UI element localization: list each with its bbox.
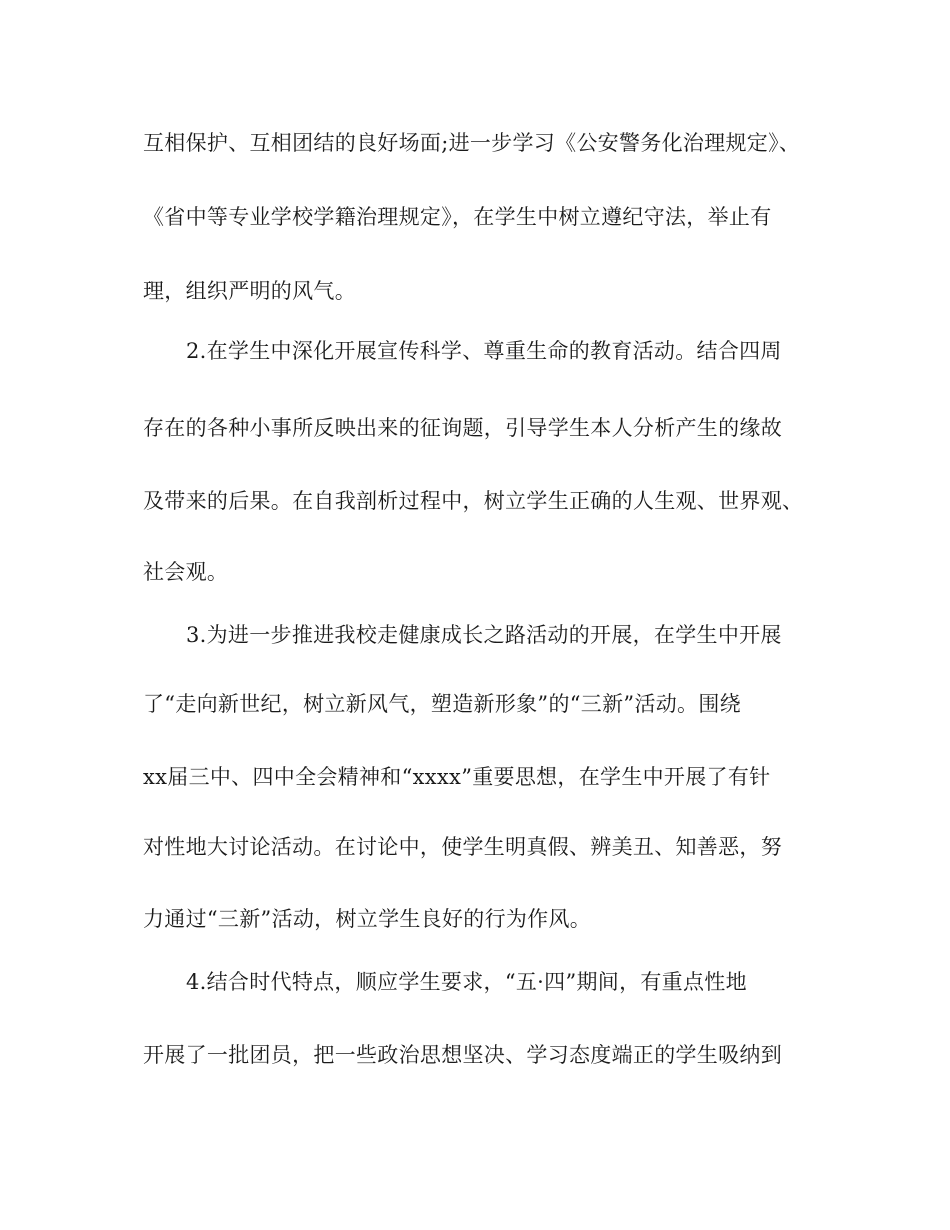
text-line-10: xx届三中、四中全会精神和“xxxx”重要思想，在学生中开展了有针 xyxy=(143,765,771,789)
paragraph-2-start: 2.在学生中深化开展宣传科学、尊重生命的教育活动。结合四周 xyxy=(186,339,782,363)
text-line-7: 社会观。 xyxy=(143,560,229,584)
text-line-6: 及带来的后果。在自我剖析过程中，树立学生正确的人生观、世界观、 xyxy=(143,489,804,513)
paragraph-3-start: 3.为进一步推进我校走健康成长之路活动的开展，在学生中开展 xyxy=(186,623,782,647)
text-line-3: 理，组织严明的风气。 xyxy=(143,279,356,303)
text-line-12: 力通过“三新”活动，树立学生良好的行为作风。 xyxy=(143,907,592,931)
paragraph-4-start: 4.结合时代特点，顺应学生要求，“五·四”期间，有重点性地 xyxy=(186,970,747,994)
text-line-11: 对性地大讨论活动。在讨论中，使学生明真假、辨美丑、知善恶，努 xyxy=(143,835,782,859)
text-line-9: 了“走向新世纪，树立新风气，塑造新形象”的“三新”活动。围绕 xyxy=(143,692,741,716)
text-line-2: 《省中等专业学校学籍治理规定》，在学生中树立遵纪守法，举止有 xyxy=(143,205,772,229)
text-line-5: 存在的各种小事所反映出来的征询题，引导学生本人分析产生的缘故 xyxy=(143,416,782,440)
text-line-14: 开展了一批团员，把一些政治思想坚决、学习态度端正的学生吸纳到 xyxy=(143,1043,782,1067)
text-line-1: 互相保护、互相团结的良好场面;进一步学习《公安警务化治理规定》、 xyxy=(143,131,801,155)
